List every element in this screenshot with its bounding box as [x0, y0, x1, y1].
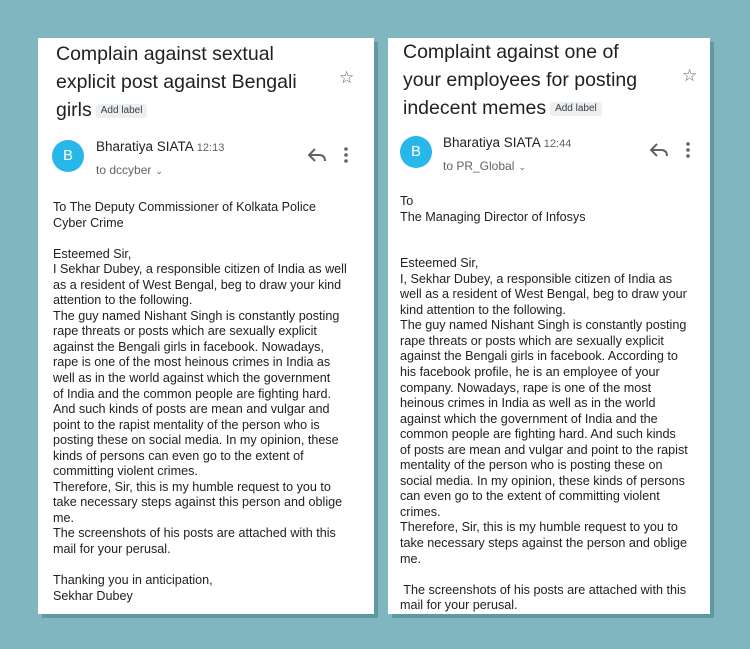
body-line: The screenshots of his posts are attached with this	[400, 582, 687, 597]
body-line: The Managing Director of Infosys	[400, 209, 586, 224]
body-line: rape threats or posts which are sexually explicit	[400, 333, 664, 348]
subject-line: Complaint against one of	[403, 41, 619, 63]
sender-block	[96, 138, 224, 180]
subject-line-last	[56, 96, 326, 124]
body-line: To The Deputy Commissioner of Kolkata Police	[53, 200, 316, 214]
recipient-details-toggle[interactable]	[96, 161, 224, 180]
body-line: mail for your perusal.	[53, 542, 171, 557]
body-line: of posts are mean and vulgar and point to the rapist	[400, 442, 688, 457]
recipient-text: to PR_Global	[443, 159, 515, 173]
email-body	[53, 200, 365, 604]
body-line: The screenshots of his posts are attached with this	[53, 526, 336, 541]
avatar[interactable]: B	[52, 140, 84, 172]
body-line: Thanking you in anticipation,	[53, 573, 213, 588]
star-icon[interactable]: ☆	[682, 66, 698, 85]
star-icon[interactable]: ☆	[339, 68, 355, 87]
email-card-left	[38, 38, 374, 614]
body-line: company. Nowadays, rape is one of the most	[400, 380, 652, 395]
subject-line: your employees for posting	[403, 69, 638, 91]
body-line: mail for your perusal.	[400, 598, 518, 613]
body-line: common people are fighting hard. And such kinds	[400, 427, 676, 442]
sender-name[interactable]: Bharatiya SIATA	[443, 135, 541, 150]
body-line: I, Sekhar Dubey, a responsible citizen of India as	[400, 271, 673, 286]
avatar[interactable]: B	[400, 136, 432, 168]
body-line: attention to the following.	[53, 293, 193, 308]
body-line: well as in the world against which the government	[53, 371, 331, 386]
add-label-button[interactable]: Add label	[550, 102, 602, 116]
body-line: against the Bengali girls in facebook. Nowadays,	[53, 339, 324, 354]
sender-block	[443, 134, 571, 176]
body-line: heinous crimes in India as well as in the world	[400, 396, 656, 411]
subject-line: explicit post against Bengali	[56, 71, 297, 93]
sender-name[interactable]: Bharatiya SIATA	[96, 139, 194, 154]
email-card-right	[388, 38, 710, 614]
chevron-down-icon: ⌄	[518, 162, 526, 172]
body-line: rape is one of the most heinous crimes in India as	[53, 355, 331, 370]
body-line: as a resident of West Bengal, beg to draw your kind	[53, 277, 342, 292]
email-body	[400, 194, 702, 614]
more-options-icon[interactable]	[686, 142, 690, 163]
body-line: social media. In my opinion, these kinds of persons	[400, 473, 685, 488]
body-line: rape threats or posts which are sexually explicit	[53, 324, 317, 339]
email-time: 12:44	[543, 138, 572, 150]
body-line: take necessary steps against the person and oblige	[400, 536, 688, 551]
email-time: 12:13	[196, 142, 225, 154]
body-line: I Sekhar Dubey, a responsible citizen of India as well	[53, 262, 347, 277]
recipient-details-toggle[interactable]	[443, 157, 571, 176]
body-line: And such kinds of posts are mean and vulgar and	[53, 402, 330, 417]
body-line: Therefore, Sir, this is my humble request to you to	[53, 479, 331, 494]
body-line: Sekhar Dubey	[53, 588, 133, 603]
email-subject	[403, 38, 673, 122]
body-line: Therefore, Sir, this is my humble request to you to	[400, 520, 678, 535]
body-line: The guy named Nishant Singh is constantly posting	[400, 318, 687, 333]
body-line: of India and the common people are fighting hard.	[53, 386, 331, 401]
body-line: posting these on social media. In my opinion, these	[53, 433, 339, 448]
subject-line: Complain against sextual	[56, 43, 274, 65]
subject-text: girls	[56, 99, 92, 121]
body-line: against which the government of India and the	[400, 411, 658, 426]
body-line: Esteemed Sir,	[53, 246, 132, 261]
more-options-icon[interactable]	[344, 147, 348, 168]
body-line: To	[400, 194, 414, 208]
email-subject	[56, 40, 326, 124]
chevron-down-icon: ⌄	[155, 166, 163, 176]
body-line: mentality of the person who is posting these on	[400, 458, 663, 473]
recipient-text: to dccyber	[96, 163, 152, 177]
body-line: committing violent crimes.	[53, 464, 198, 479]
body-line: his facebook profile, he is an employee of your	[400, 365, 660, 380]
body-line: Cyber Crime	[53, 215, 124, 230]
body-line: crimes.	[400, 504, 441, 519]
body-line: against the Bengali girls in facebook. According to	[400, 349, 678, 364]
body-line: can even go to the extent of committing violent	[400, 489, 660, 504]
subject-text: indecent memes	[403, 97, 547, 119]
reply-icon[interactable]	[650, 143, 668, 162]
add-label-button[interactable]: Add label	[96, 104, 148, 118]
body-line: kinds of persons can even go to the extent of	[53, 448, 304, 463]
body-line: kind attention to the following.	[400, 302, 566, 317]
subject-line-last	[403, 94, 673, 122]
body-line: well as a resident of West Bengal, beg to draw your	[400, 287, 687, 302]
body-line: take necessary steps against this person and oblige	[53, 495, 343, 510]
body-line: Esteemed Sir,	[400, 256, 479, 271]
body-line: point to the rapist mentality of the person who is	[53, 417, 320, 432]
reply-icon[interactable]	[308, 148, 326, 167]
body-line: The guy named Nishant Singh is constantly posting	[53, 308, 340, 323]
body-line: me.	[400, 551, 421, 566]
body-line: me.	[53, 510, 74, 525]
